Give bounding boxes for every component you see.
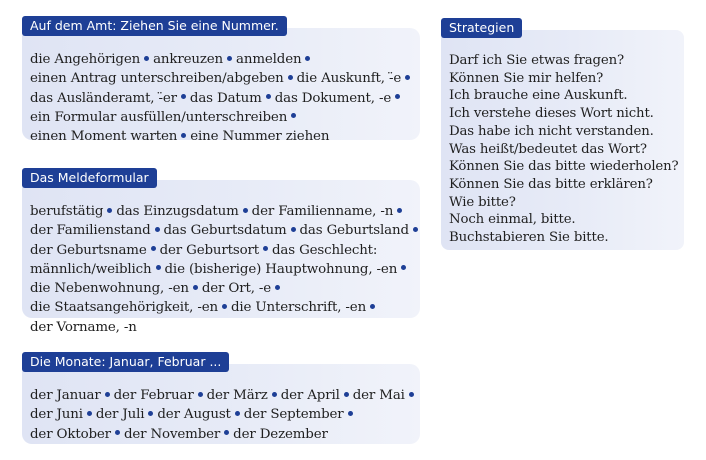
strategy-phrase: Noch einmal, bitte.: [449, 212, 576, 228]
bullet-dot-icon: [105, 392, 110, 397]
bullet-dot-icon: [148, 411, 153, 416]
vocab-item: der Vorname, -n: [30, 319, 137, 335]
text-line: [449, 211, 674, 229]
bullet-dot-icon: [222, 304, 227, 309]
section-title-amt: Auf dem Amt: Ziehen Sie eine Nummer.: [22, 16, 287, 36]
vocab-item: das Einzugsdatum: [116, 204, 239, 219]
bullet-dot-icon: [409, 392, 414, 397]
text-line: [30, 127, 410, 146]
text-line: [449, 70, 674, 88]
vocab-item: der September: [243, 407, 344, 423]
bullet-dot-icon: [348, 411, 353, 416]
strategies-list: [449, 52, 679, 247]
text-line: [449, 105, 674, 123]
vocab-item: einen Moment warten: [30, 129, 178, 145]
text-line: [449, 229, 674, 247]
strategy-phrase: Darf ich Sie etwas fragen?: [449, 53, 624, 68]
bullet-dot-icon: [243, 208, 248, 213]
vocab-item: ankreuzen: [153, 52, 224, 67]
vocab-item: der Mai: [352, 388, 405, 403]
text-line: [30, 69, 410, 88]
vocab-item: der Juli: [95, 407, 145, 423]
section-title-meldeformular: Das Meldeformular: [22, 168, 157, 188]
vocab-item: die Nebenwohnung, -en: [30, 281, 189, 297]
bullet-dot-icon: [151, 246, 156, 251]
strategy-phrase: Wie bitte?: [449, 194, 516, 210]
strategy-phrase: Können Sie das bitte erklären?: [449, 176, 653, 192]
text-line: [30, 279, 410, 298]
bullet-dot-icon: [227, 56, 232, 61]
vocab-item: der November: [123, 426, 221, 442]
text-line: [449, 176, 674, 194]
text-line: [30, 386, 410, 405]
vocab-box-meldeformular: [22, 170, 420, 335]
bullet-dot-icon: [344, 392, 349, 397]
vocab-item: die (bisherige) Hauptwohnung, -en: [164, 261, 398, 277]
bullet-dot-icon: [413, 227, 418, 232]
bullet-dot-icon: [266, 94, 271, 99]
bullet-dot-icon: [272, 392, 277, 397]
vocab-item: der Februar: [113, 388, 194, 403]
bullet-dot-icon: [115, 430, 120, 435]
vocab-item: der April: [280, 388, 340, 403]
strategy-phrase: Können Sie das bitte wiederholen?: [449, 159, 679, 175]
bullet-dot-icon: [107, 208, 112, 213]
bullet-dot-icon: [291, 113, 296, 118]
vocab-item: das Dokument, -e: [274, 90, 392, 106]
vocab-item: die Auskunft, -̈e: [296, 71, 402, 87]
vocab-list-meldeformular: [30, 202, 410, 337]
bullet-dot-icon: [291, 227, 296, 232]
text-line: [30, 241, 410, 260]
vocab-item: der Familienstand: [30, 223, 151, 239]
bullet-dot-icon: [370, 304, 375, 309]
bullet-dot-icon: [395, 94, 400, 99]
vocab-item: der Juni: [30, 407, 83, 423]
bullet-dot-icon: [288, 75, 293, 80]
vocab-box-amt: [22, 18, 420, 145]
text-line: [30, 405, 410, 424]
bullet-dot-icon: [193, 285, 198, 290]
vocab-list-monate: [30, 386, 410, 444]
vocab-item: ein Formular ausfüllen/unterschreiben: [30, 109, 288, 125]
bullet-dot-icon: [155, 227, 160, 232]
bullet-dot-icon: [401, 265, 406, 270]
bullet-dot-icon: [181, 133, 186, 138]
vocab-item: anmelden: [236, 52, 302, 67]
strategy-phrase: Ich brauche eine Auskunft.: [449, 88, 628, 104]
text-line: [30, 108, 410, 127]
vocab-item: der Oktober: [30, 426, 111, 442]
vocab-item: der Geburtsname: [30, 242, 147, 258]
vocab-item: der Januar: [30, 388, 101, 403]
text-line: [30, 260, 410, 279]
vocab-item: der Ort, -e: [201, 281, 272, 297]
bullet-dot-icon: [397, 208, 402, 213]
bullet-dot-icon: [235, 411, 240, 416]
text-line: [30, 89, 410, 108]
section-title-strategien: Strategien: [441, 18, 522, 38]
vocab-item: der Dezember: [233, 426, 328, 442]
vocab-item: das Ausländeramt, -̈er: [30, 90, 177, 106]
vocab-box-monate: [22, 354, 420, 444]
vocab-item: das Geburtsdatum: [163, 223, 287, 239]
strategy-phrase: Ich verstehe dieses Wort nicht.: [449, 106, 654, 122]
bullet-dot-icon: [263, 246, 268, 251]
text-line: [449, 87, 674, 105]
text-line: [30, 298, 410, 317]
text-line: [30, 50, 410, 69]
vocab-item: der Geburtsort: [159, 242, 259, 258]
bullet-dot-icon: [144, 56, 149, 61]
vocab-list-amt: [30, 50, 410, 146]
vocab-item: berufstätig: [30, 204, 104, 219]
vocab-item: einen Antrag unterschreiben/abgeben: [30, 71, 284, 87]
vocab-item: eine Nummer ziehen: [190, 129, 330, 145]
strategy-phrase: Das habe ich nicht verstanden.: [449, 123, 654, 139]
text-line: [30, 221, 410, 240]
vocab-item: die Angehörigen: [30, 52, 141, 67]
vocab-item: der März: [206, 388, 268, 403]
vocab-item: männlich/weiblich: [30, 261, 152, 277]
vocab-item: die Staatsangehörigkeit, -en: [30, 300, 218, 316]
bullet-dot-icon: [87, 411, 92, 416]
vocab-item: die Unterschrift, -en: [230, 300, 367, 316]
strategy-phrase: Können Sie mir helfen?: [449, 70, 604, 86]
strategy-phrase: Was heißt/bedeutet das Wort?: [449, 141, 647, 157]
text-line: [449, 141, 674, 159]
text-line: [449, 194, 674, 212]
vocab-item: das Geburtsland: [299, 223, 409, 239]
bullet-dot-icon: [224, 430, 229, 435]
bullet-dot-icon: [305, 56, 310, 61]
strategies-box: [441, 20, 684, 250]
vocab-item: das Datum: [189, 90, 262, 106]
bullet-dot-icon: [198, 392, 203, 397]
bullet-dot-icon: [405, 75, 410, 80]
text-line: [30, 202, 410, 221]
bullet-dot-icon: [275, 285, 280, 290]
vocab-item: das Geschlecht:: [271, 242, 378, 258]
vocab-item: der Familienname, -n: [251, 204, 394, 219]
text-line: [449, 123, 674, 141]
bullet-dot-icon: [181, 94, 186, 99]
section-title-monate: Die Monate: Januar, Februar ...: [22, 352, 229, 372]
text-line: [449, 158, 679, 176]
strategy-phrase: Buchstabieren Sie bitte.: [449, 230, 609, 246]
bullet-dot-icon: [156, 265, 161, 270]
text-line: [449, 52, 674, 70]
vocab-item: der August: [157, 407, 231, 423]
text-line: [30, 318, 410, 337]
text-line: [30, 425, 410, 444]
